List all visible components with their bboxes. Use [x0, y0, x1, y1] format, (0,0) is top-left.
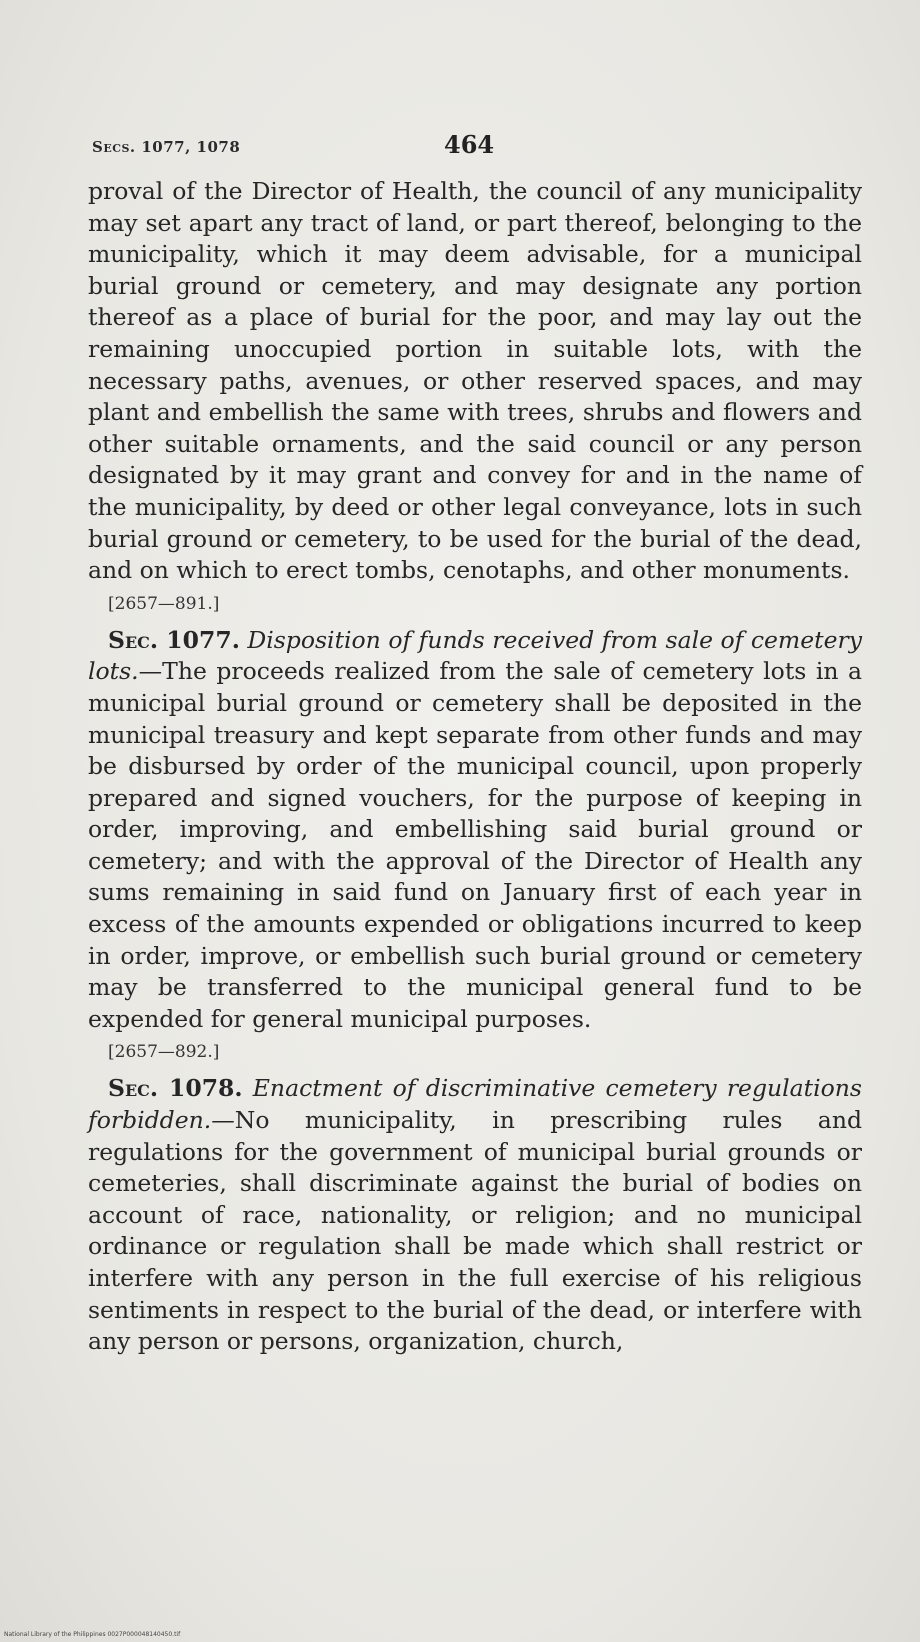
citation-892: [2657—892.]	[108, 1042, 220, 1063]
opening-paragraph: proval of the Director of Health, the council of any municipality may set apart any tract of land, or part thereof, belonging to the municipality, which it may deem advisable, for a municipal burial ground or cemetery, and may designate any portion thereof as a place of burial for the poor, and may lay out the remaining unoccupied portion in suitable lots, with the necessary paths, avenues, or other reserved spaces, and may plant and embellish the same with trees, shrubs and flowers and other suitable ornaments, and the said council or any person designated by it may grant and convey for and in the name of the municipality, by deed or other legal conveyance, lots in such burial ground or cemetery, to be used for the burial of the dead, and on which to erect tombs, cenotaphs, and other monuments.	[88, 177, 862, 585]
scan-credit: National Library of the Philippines 0027P000048140450.tif	[4, 1631, 181, 1638]
section-1077-text: —The proceeds realized from the sale of cemetery lots in a municipal burial ground or cemetery shall be deposited in the municipal treasury and kept separate from other funds and may be disbursed by order of the municipal council, upon properly prepared and signed vouchers, for the purpose of keeping in order, improving, and embellishing said burial ground or cemetery; and with the approval of the Director of Health any sums remaining in said fund on January first of each year in excess of the amounts expended or obligations incurred to keep in order, improve, or embellish such burial ground or cemetery may be transferred to the municipal general fund to be expended for general municipal purposes.	[88, 657, 862, 1033]
section-1078-label: Sec. 1078.	[108, 1074, 243, 1103]
page-header	[92, 130, 872, 166]
section-1078-text: —No municipality, in prescribing rules and regulations for the government of municipal burial grounds or cemeteries, shall discriminate against the burial of bodies on account of race, nationality, or religion; and no municipal ordinance or regulation shall be made which shall restrict or interfere with any person in the full exercise of his religious sentiments in respect to the burial of the dead, or interfere with any person or persons, organization, church,	[88, 1106, 862, 1356]
section-1077-label: Sec. 1077.	[108, 625, 240, 654]
section-1077	[88, 625, 862, 1036]
citation-891: [2657—891.]	[108, 593, 220, 614]
page-body	[88, 176, 862, 1358]
section-range: Secs. 1077, 1078	[92, 138, 241, 156]
page-number: 464	[444, 130, 495, 159]
section-1078-title: Enactment of discriminative cemetery regulations forbidden.	[88, 1074, 862, 1135]
section-1077-title: Disposition of funds received from sale of cemetery lots.	[88, 625, 862, 686]
section-1078	[88, 1073, 862, 1357]
